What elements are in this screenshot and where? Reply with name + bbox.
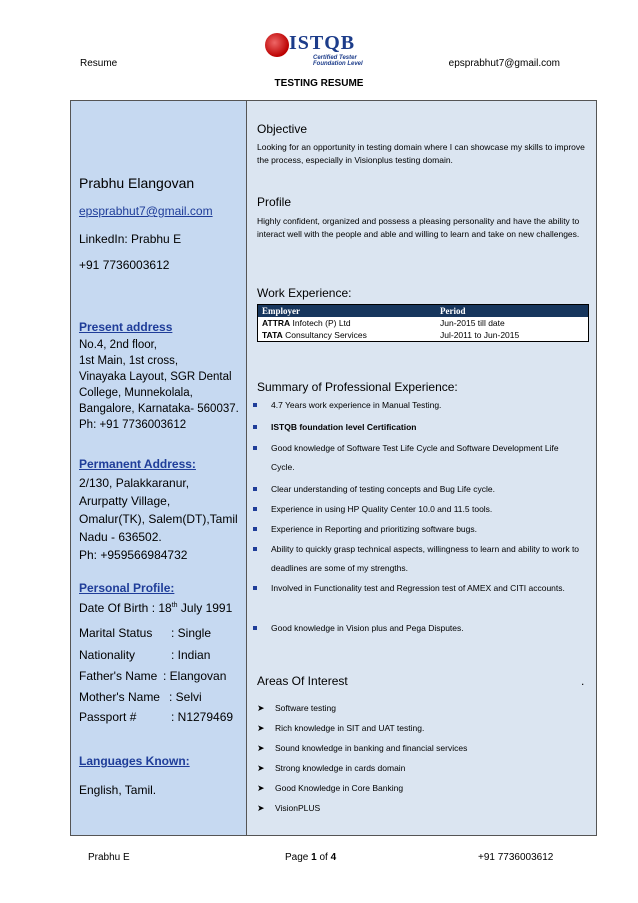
employer-cell: ATTRA Infotech (P) Ltd (258, 317, 436, 329)
arrow-bullet-icon: ➤ (257, 723, 265, 733)
bullet-icon (253, 507, 257, 511)
profile-heading: Profile (257, 195, 292, 209)
nationality: Nationality : Indian (79, 648, 211, 662)
table-row (258, 329, 588, 341)
bullet-icon (253, 626, 257, 630)
present-address-heading: Present address (79, 320, 173, 334)
mothers-name: Mother's Name : Selvi (79, 690, 202, 704)
employer-cell: TATA Consultancy Services (258, 329, 436, 341)
arrow-bullet-icon: ➤ (257, 763, 265, 773)
email-link[interactable]: epsprabhut7@gmail.com (79, 204, 213, 218)
personal-profile-heading: Personal Profile: (79, 581, 175, 595)
employer-header: Employer (258, 305, 436, 317)
bullet-icon (253, 487, 257, 491)
phone: +91 7736003612 (79, 258, 170, 272)
linkedin: LinkedIn: Prabhu E (79, 232, 182, 246)
bullet-icon (253, 446, 257, 450)
period-cell: Jul-2011 to Jun-2015 (436, 329, 588, 341)
page-number: Page 1 of 4 (285, 852, 337, 863)
date-of-birth: Date Of Birth : 18th July 1991 (79, 601, 233, 615)
objective-text: Looking for an opportunity in testing domain where I can showcase my skills to improve the process, especially in Visionplus testing domain. (257, 142, 585, 165)
footer-name: Prabhu E (88, 852, 130, 863)
arrow-bullet-icon: ➤ (257, 803, 265, 813)
languages: English, Tamil. (79, 783, 157, 797)
profile-text: Highly confident, organized and possess a pleasing personality and have the ability to interact well with the people and able and willing to learn and take on new challenges. (257, 216, 580, 239)
bullet-icon (253, 527, 257, 531)
globe-icon (265, 33, 289, 57)
period-header: Period (436, 305, 588, 317)
work-experience-table (257, 304, 589, 342)
permanent-address: 2/130, Palakkaranur, Arurpatty Village, Omalur(TK), Salem(DT),Tamil Nadu - 636502. Ph: +959566984732 (79, 476, 238, 562)
fathers-name: Father's Name : Elangovan (79, 669, 227, 683)
arrow-bullet-icon: ➤ (257, 783, 265, 793)
right-column: Objective Looking for an opportunity in testing domain where I can showcase my skills to improve the process, especially in Visionplus testing domain. Profile Highly confident, organized and possess a pleasing personality and have the ability to interact well with the people and able and willing to learn and take on new challenges. Work Experience: Employer Period ATTRA Infotech (P) Ltd Jun-2015 till date TATA Consultancy Services Jul-2011 to Jun-2015 Summary of Professional Experience: 4.7 Years work experience in Manual Testing. ISTQB foundation level Certification Good knowledge of Software Test Life Cycle and Software Development Life Cycle. Clear understanding of testing concepts and Bug Life cycle. Experience in using HP Quality Center 10.0 and 11.5 tools. Experience in Reporting and prioritizing software bugs. Ability to quickly grasp technical aspects, willingness to learn and ability to work to deadlines are some of my strengths. Involved in Functionality test and Regression test of AMEX and CITI accounts. Good knowledge in Vision plus and Pega Disputes. Areas Of Interest . ➤ Software testing ➤ Rich knowledge in SIT and UAT testing. ➤ Sound knowledge in banking and financial services ➤ Strong knowledge in cards domain ➤ Good Knowledge in Core Banking ➤ VisionPLUS (247, 101, 596, 835)
bullet-icon (253, 586, 257, 590)
logo-text: ISTQB (289, 32, 356, 54)
header-email: epsprabhut7@gmail.com (448, 58, 560, 69)
summary-heading: Summary of Professional Experience: (257, 380, 458, 394)
areas-of-interest-heading: Areas Of Interest (257, 674, 348, 688)
bullet-icon (253, 547, 257, 551)
footer-phone: +91 7736003612 (478, 852, 554, 863)
trailing-dot: . (581, 674, 585, 688)
table-row (258, 317, 588, 329)
candidate-name: Prabhu Elangovan (79, 175, 195, 191)
table-header-row (258, 305, 588, 317)
marital-status: Marital Status : Single (79, 626, 212, 640)
header-left: Resume (80, 58, 118, 69)
resume-frame (70, 100, 597, 836)
left-column (71, 101, 247, 835)
work-experience-heading: Work Experience: (257, 286, 352, 300)
bullet-icon (253, 403, 257, 407)
istqb-logo (265, 30, 380, 66)
arrow-bullet-icon: ➤ (257, 703, 265, 713)
permanent-address-heading: Permanent Address: (79, 457, 196, 471)
logo-subtitle: Certified Tester Foundation Level (313, 55, 363, 67)
arrow-bullet-icon: ➤ (257, 743, 265, 753)
bullet-icon (253, 425, 257, 429)
passport: Passport # : N1279469 (79, 710, 234, 724)
present-address: No.4, 2nd floor, 1st Main, 1st cross, Vinayaka Layout, SGR Dental College, Munnekolala, Bangalore, Karnataka- 560037. Ph: +91 7736003612 (79, 339, 239, 431)
objective-heading: Objective (257, 122, 308, 136)
languages-heading: Languages Known: (79, 754, 190, 768)
document-title: TESTING RESUME (274, 78, 364, 89)
period-cell: Jun-2015 till date (436, 317, 588, 329)
